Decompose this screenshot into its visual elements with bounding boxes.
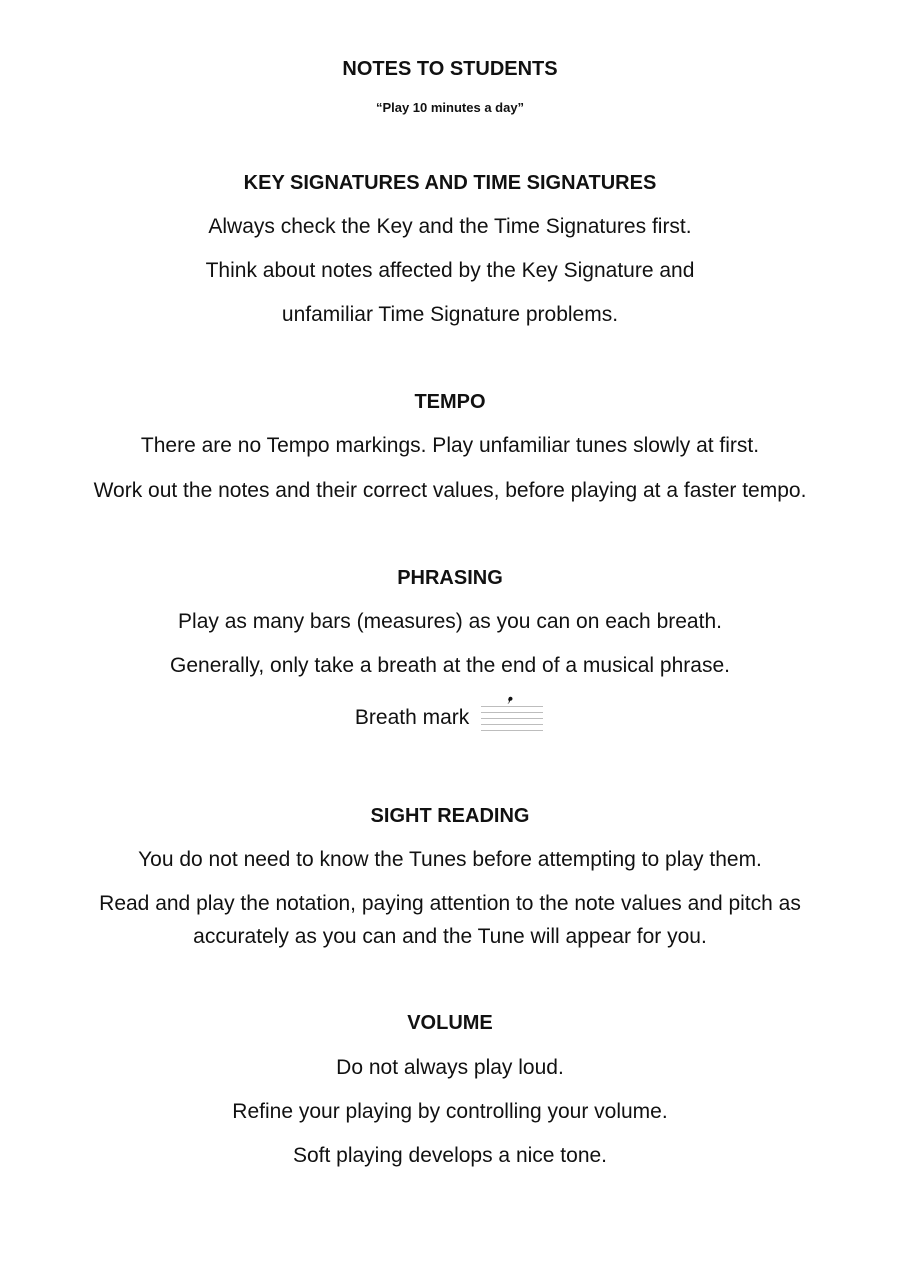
section-text-line: Always check the Key and the Time Signatures first. [208, 215, 692, 238]
page-subtitle: “Play 10 minutes a day” [375, 100, 525, 115]
section-heading-sight-reading: SIGHT READING [370, 805, 530, 827]
section-text-line: unfamiliar Time Signature problems. [281, 303, 619, 326]
section-text-line: There are no Tempo markings. Play unfamiliar tunes slowly at first. [140, 434, 760, 457]
section-text-line: You do not need to know the Tunes before attempting to play them. [138, 848, 762, 871]
page-title: NOTES TO STUDENTS [342, 58, 558, 80]
section-text-line: Soft playing develops a nice tone. [292, 1144, 608, 1167]
section-text-line: Work out the notes and their correct values, before playing at a faster tempo. [93, 479, 807, 502]
section-heading-phrasing: PHRASING [397, 567, 503, 589]
section-text-line: accurately as you can and the Tune will appear for you. [193, 925, 707, 948]
section-text-line: Refine your playing by controlling your volume. [232, 1100, 668, 1123]
section-heading-tempo: TEMPO [414, 391, 486, 413]
section-text-line: Read and play the notation, paying attention to the note values and pitch as [99, 892, 801, 915]
section-text-line: Think about notes affected by the Key Signature and [205, 259, 695, 282]
section-heading-key-signatures: KEY SIGNATURES AND TIME SIGNATURES [243, 172, 657, 194]
breath-mark-staff-icon [479, 694, 545, 740]
section-text-line: Do not always play loud. [336, 1056, 564, 1079]
section-text-line: Generally, only take a breath at the end of a musical phrase. [170, 654, 730, 677]
breath-mark-label: Breath mark [354, 705, 470, 729]
section-heading-volume: VOLUME [407, 1012, 493, 1034]
breath-mark-row [0, 694, 900, 740]
section-text-line: Play as many bars (measures) as you can on each breath. [178, 610, 722, 633]
